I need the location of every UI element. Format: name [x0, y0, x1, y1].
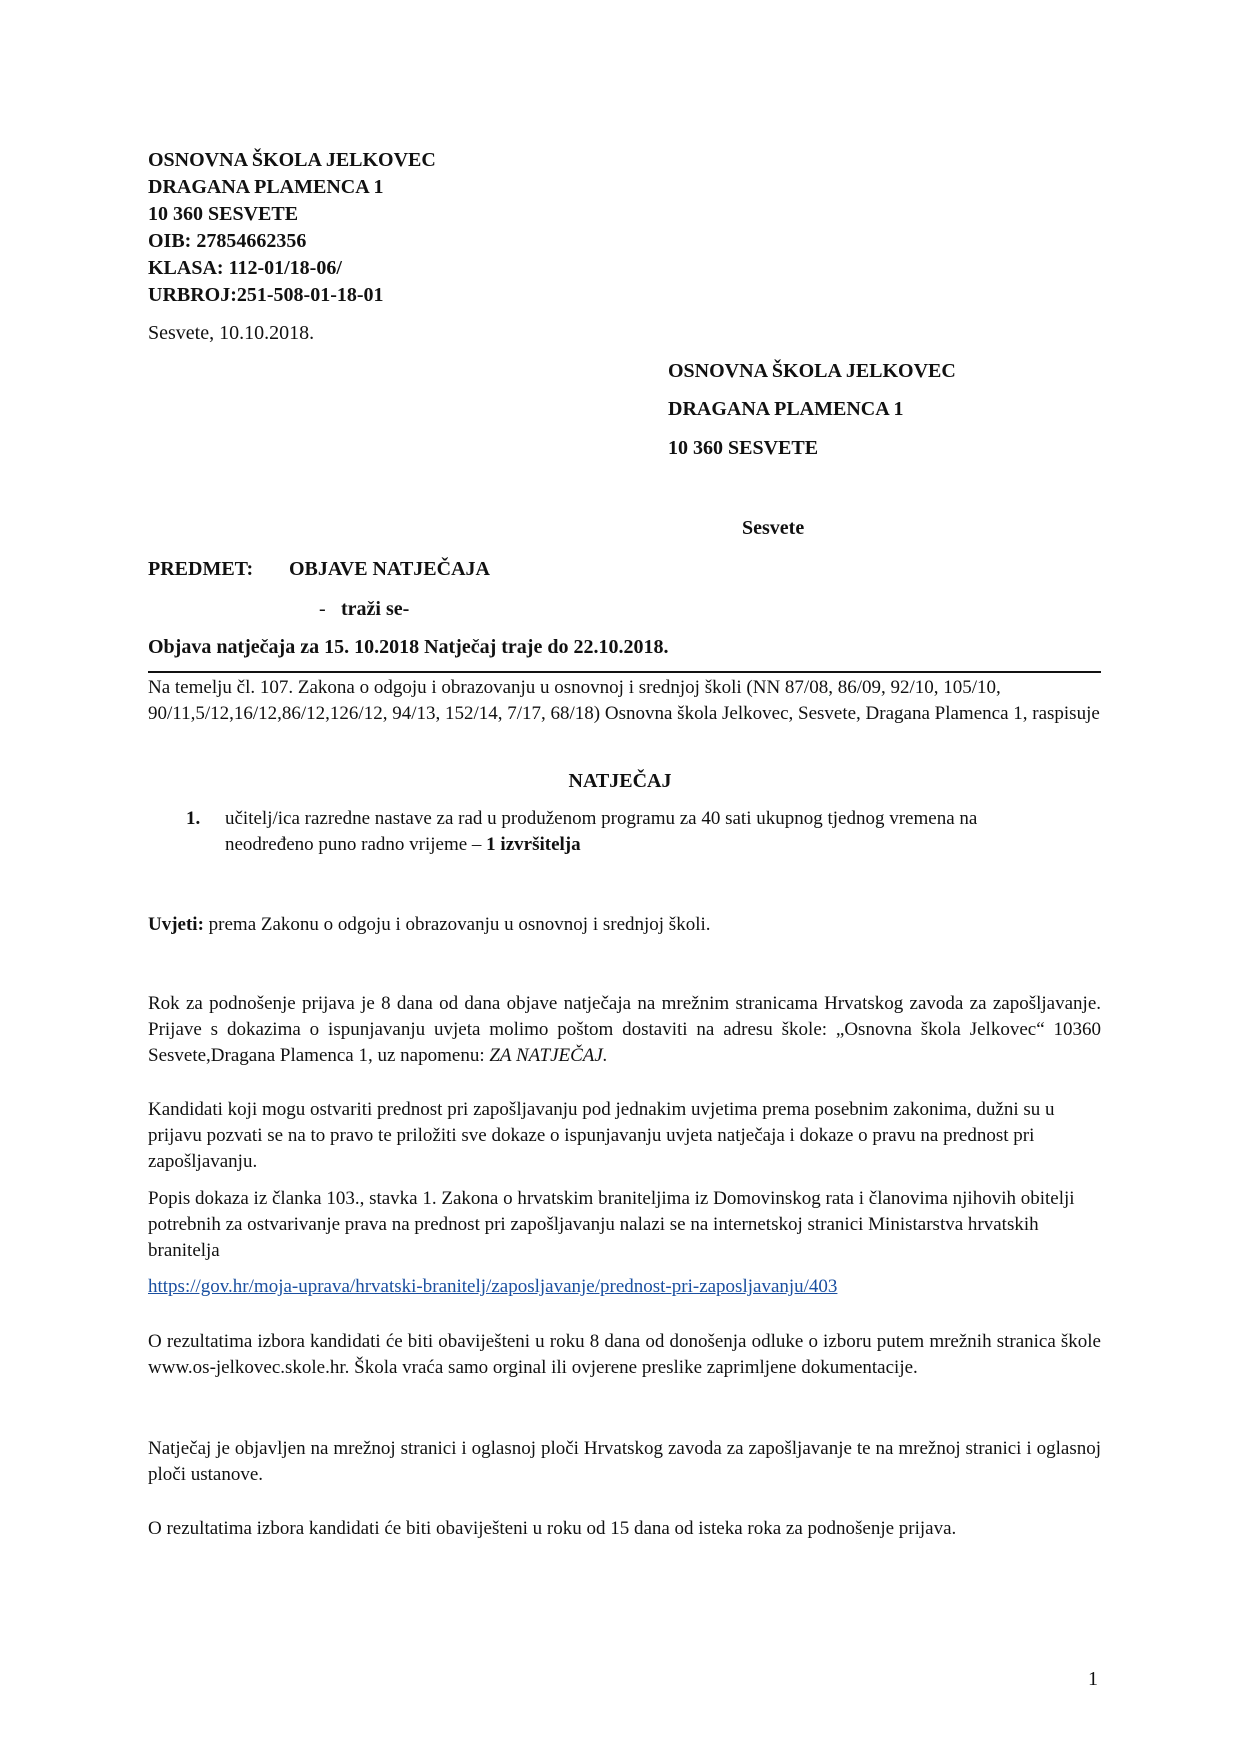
results-paragraph-1: O rezultatima izbora kandidati će biti obaviješteni u roku 8 dana od donošenja odluke o izboru putem mrežnih stranica škole www.os-jelkovec.skole.hr. Škola vraća samo orginal ili ovjerene preslike zaprimljene dokumentacije. — [148, 1331, 1101, 1378]
recipient-postal-city: 10 360 SESVETE — [668, 437, 819, 459]
publication-dates: Objava natječaja za 15. 10.2018 Natječaj traje do 22.10.2018. — [148, 636, 669, 658]
place-and-date: Sesvete, 10.10.2018. — [148, 322, 315, 344]
published-paragraph: Natječaj je objavljen na mrežnoj stranici i oglasnoj ploči Hrvatskog zavoda za zapošljavanje te na mrežnoj stranici i oglasnoj ploči ustanove. — [148, 1438, 1101, 1485]
school-name: OSNOVNA ŠKOLA JELKOVEC — [148, 149, 436, 171]
sender-address-block — [148, 147, 748, 309]
postal-city: 10 360 SESVETE — [148, 203, 299, 225]
conditions-paragraph — [148, 912, 1101, 938]
position-number: 1. — [186, 808, 201, 829]
position-text: učitelj/ica razredne nastave za rad u produženom programu za 40 sati ukupnog tjednog vremena na neodređeno puno radno vrijeme – — [225, 808, 978, 855]
street-address: DRAGANA PLAMENCA 1 — [148, 176, 384, 198]
recipient-city: Sesvete — [742, 517, 805, 539]
conditions-label: Uvjeti: — [148, 914, 204, 935]
position-description — [225, 806, 1065, 858]
natjecaj-heading: NATJEČAJ — [568, 770, 672, 792]
position-count: 1 izvršitelja — [486, 834, 581, 855]
urbroj-number: URBROJ:251-508-01-18-01 — [148, 284, 384, 306]
deadline-paragraph — [148, 991, 1101, 1069]
deadline-note: ZA NATJEČAJ. — [489, 1045, 608, 1066]
klasa-number: KLASA: 112-01/18-06/ — [148, 257, 342, 279]
subject-sought: traži se- — [341, 598, 410, 620]
subject-dash: - — [319, 598, 326, 620]
recipient-street: DRAGANA PLAMENCA 1 — [668, 398, 904, 420]
evidence-paragraph: Popis dokaza iz članka 103., stavka 1. Zakona o hrvatskim braniteljima iz Domovinskog rata i članovima njihovih obitelji potrebnih za ostvarivanje prava na prednost pri zapošljavanju nalazi se na internetskoj stranici Ministarstva hrvatskih branitelja — [148, 1188, 1075, 1261]
conditions-text: prema Zakonu o odgoju i obrazovanju u osnovnoj i srednjoj školi. — [203, 914, 711, 935]
oib-number: OIB: 27854662356 — [148, 230, 307, 252]
subject-title: OBJAVE NATJEČAJA — [289, 558, 490, 580]
subject-label: PREDMET: — [148, 558, 254, 580]
deadline-text: Rok za podnošenje prijava je 8 dana od dana objave natječaja na mrežnim stranicama Hrvatskog zavoda za zapošljavanje. Prijave s dokazima o ispunjavanju uvjeta molimo poštom dostaviti na adresu škole: „Osnovna škola Jelkovec“ 10360 Sesvete,Dragana Plamenca 1, uz napomenu: — [148, 993, 1101, 1066]
ministry-link[interactable]: https://gov.hr/moja-uprava/hrvatski-branitelj/zaposljavanje/prednost-pri-zaposljavanju/403 — [148, 1276, 838, 1297]
recipient-school-name: OSNOVNA ŠKOLA JELKOVEC — [668, 360, 956, 382]
priority-paragraph: Kandidati koji mogu ostvariti prednost pri zapošljavanju pod jednakim uvjetima prema posebnim zakonima, dužni su u prijavu pozvati se na to pravo te priložiti sve dokaze o ispunjavanju uvjeta natječaja i dokaze o pravu na prednost pri zapošljavanju. — [148, 1099, 1055, 1172]
horizontal-rule — [148, 671, 1101, 673]
ministry-link-line — [148, 1274, 837, 1300]
page-number: 1 — [1088, 1668, 1098, 1690]
results-paragraph-2: O rezultatima izbora kandidati će biti obaviješteni u roku od 15 dana od isteka roka za podnošenje prijava. — [148, 1518, 957, 1539]
legal-basis-paragraph: Na temelju čl. 107. Zakona o odgoju i obrazovanju u osnovnoj i srednjoj školi (NN 87/08, 86/09, 92/10, 105/10, 90/11,5/12,16/12,86/12,126/12, 94/13, 152/14, 7/17, 68/18) Osnovna škola Jelkovec, Sesvete, Dragana Plamenca 1, raspisuje — [148, 677, 1100, 724]
